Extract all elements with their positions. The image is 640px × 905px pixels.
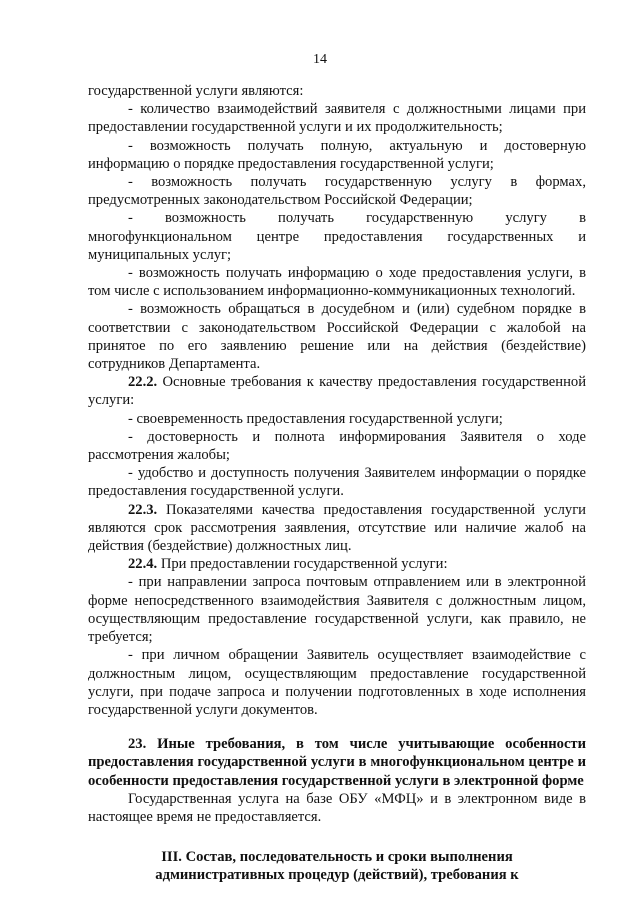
paragraph: - количество взаимодействий заявителя с должностными лицами при предоставлении государственной услуги и их продолжительность; [88,101,586,136]
section-heading: 23. Иные требования, в том числе учитывающие особенности предоставления государственной услуги в многофункциональном центре и особенности предоставления государственной услуги в электронной форме [88,736,586,789]
paragraph: - при личном обращении Заявитель осуществляет взаимодействие с должностным лицом, осуществляющим предоставление государственной услуги, при подаче запроса и получении подготовленных в ходе исполнения государственной услуги документов. [88,647,586,718]
chapter-heading-line: административных процедур (действий), требования к [155,867,519,884]
paragraph: Государственная услуга на базе ОБУ «МФЦ» и в электронном виде в настоящее время не предоставляется. [88,790,586,825]
paragraph: - возможность получать информацию о ходе предоставления услуги, в том числе с использованием информационно-коммуникационных технологий. [88,265,586,300]
paragraph: - при направлении запроса почтовым отправлением или в электронной форме непосредственного взаимодействия Заявителя с должностным лицом, осуществляющим предоставление государственной услуги, как правило, не требуется; [88,574,586,646]
paragraph: - возможность обращаться в досудебном и (или) судебном порядке в соответствии с законодательством Российской Федерации с жалобой на принятое по его заявлению решение или на действия (бездействие) сотрудников Департамента. [88,301,586,373]
paragraph: государственной услуги являются: [88,83,304,99]
paragraph: - своевременность предоставления государственной услуги; [128,410,503,427]
spacer [88,719,586,735]
chapter-heading-line: III. Состав, последовательность и сроки выполнения [161,849,513,866]
section-number: 22.4. [128,556,158,573]
paragraph: - удобство и доступность получения Заявителем информации о порядке предоставления государственной услуги. [88,465,586,500]
paragraph: - возможность получать полную, актуальную и достоверную информацию о порядке предоставления государственной услуги; [88,137,586,172]
paragraph: - возможность получать государственную услугу в многофункциональном центре предоставления государственных и муниципальных услуг; [88,210,586,263]
section-number: 22.2. [128,374,158,391]
paragraph: - достоверность и полнота информирования Заявителя о ходе рассмотрения жалобы; [88,428,586,464]
spacer [88,826,586,848]
paragraph: 22.2. Основные требования к качеству предоставления государственной услуги: [88,374,586,409]
paragraph: - возможность получать государственную услугу в формах, предусмотренных законодательством Российской Федерации; [88,174,586,209]
document-body [88,82,586,885]
paragraph: 22.4. При предоставлении государственной услуги: [128,556,448,573]
section-number: 22.3. [128,501,158,518]
paragraph: 22.3. Показателями качества предоставления государственной услуги являются срок рассмотрения заявления, отсутствие или наличие жалоб на действия (бездействие) должностных лиц. [88,501,586,555]
page-number: 14 [313,52,327,67]
